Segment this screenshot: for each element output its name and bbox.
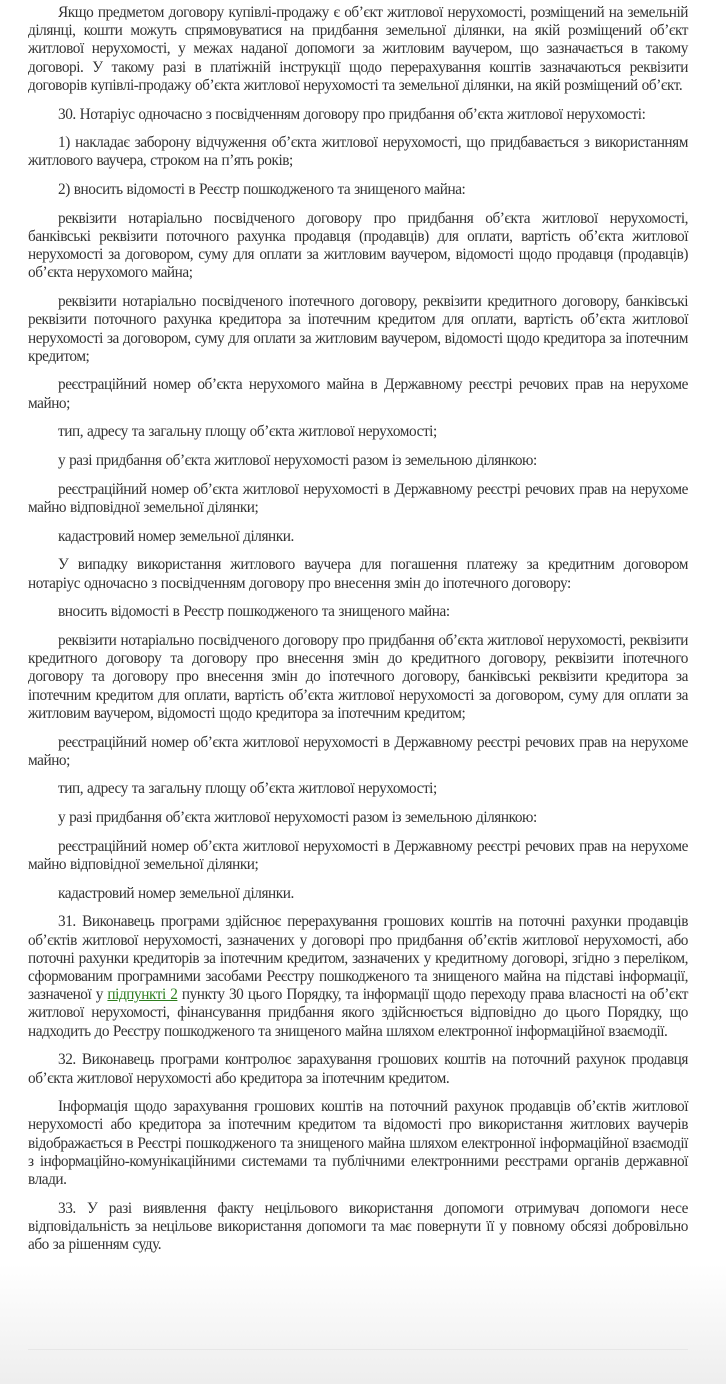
paragraph: реєстраційний номер об’єкта житлової нерухомості в Державному реєстрі речових прав на нерухоме майно відповідної земельної ділянки; — [28, 837, 688, 874]
paragraph-33: 33. У разі виявлення факту нецільового використання допомоги отримувач допомоги несе відповідальність за нецільове використання допомоги та має повернути її у повному обсязі добровільно або за рішенням суду. — [28, 1199, 688, 1254]
paragraph: реєстраційний номер об’єкта нерухомого майна в Державному реєстрі речових прав на нерухоме майно; — [28, 376, 688, 412]
document-body — [28, 4, 688, 1265]
paragraph: Якщо предметом договору купівлі-продажу є об’єкт житлової нерухомості, розміщений на земельній ділянці, кошти можуть спрямовуватися на придбання земельної ділянки, на якій розміщений об’єкт житлової нерухомості, у межах наданої допомоги за житловим ваучером, що зазначається в такому договорі. У такому разі в платіжній інструкції щодо перерахування коштів зазначаються реквізити договорів купівлі-продажу об’єкта житлової нерухомості та земельної ділянки, на якій розміщений об’єкт. — [28, 4, 688, 94]
paragraph: кадастровий номер земельної ділянки. — [58, 884, 294, 902]
paragraph-31-text: 31. Виконавець програми здійснює перерахування грошових коштів на поточні рахунки продавців об’єктів житлової нерухомості, зазначених у договорі про придбання об’єктів житлової нерухомості, або поточні рахунки кредиторів за іпотечним кредитом, зазначених у кредитному договорі, згідно з переліком, сформованим програмними засобами Реєстру пошкодженого та знищеного майна на підставі інформації, зазначеної у — [28, 913, 688, 1004]
subparagraph-2-link[interactable]: підпункті 2 — [107, 986, 178, 1004]
paragraph: реквізити нотаріально посвідченого договору про придбання об’єкта житлової нерухомості, банківські реквізити поточного рахунка продавця (продавців) для оплати, вартість об’єкта житлової нерухомості за договором, суму для оплати за житловим ваучером, відомості щодо продавця (продавців) об’єкта нерухомого майна; — [28, 209, 688, 282]
paragraph-31 — [28, 913, 688, 1040]
paragraph: 2) вносить відомості в Реєстр пошкодженого та знищеного майна: — [58, 181, 466, 199]
paragraph: кадастровий номер земельної ділянки. — [58, 527, 294, 545]
paragraph: 1) накладає заборону відчуження об’єкта житлової нерухомості, що придбавається з використанням житлового ваучера, строком на п’ять років; — [28, 134, 688, 170]
paragraph-32: 32. Виконавець програми контролює зарахування грошових коштів на поточний рахунок продавця об’єкта житлової нерухомості або кредитора за іпотечним кредитом. — [28, 1051, 688, 1087]
paragraph: у разі придбання об’єкта житлової нерухомості разом із земельною ділянкою: — [58, 452, 537, 470]
paragraph-30: 30. Нотаріус одночасно з посвідченням договору про придбання об’єкта житлової нерухомості: — [58, 105, 646, 123]
paragraph: У випадку використання житлового ваучера для погашення платежу за кредитним договором нотаріус одночасно з посвідченням договору про внесення змін до іпотечного договору: — [28, 556, 688, 592]
paragraph-31-text-end: пункту 30 цього Порядку, та інформації щодо переходу права власності на об’єкт житлової нерухомості, фінансування придбання якого здійснюється відповідно до цього Порядку, що надходить до Реєстру пошкодженого та знищеного майна шляхом електронної інформаційної взаємодії. — [28, 986, 688, 1040]
paragraph: тип, адресу та загальну площу об’єкта житлової нерухомості; — [58, 780, 437, 798]
paragraph: реквізити нотаріально посвідченого договору про придбання об’єкта житлової нерухомості, реквізити кредитного договору та договору про внесення змін до кредитного договору, реквізити іпотечного договору та договору про внесення змін до іпотечного договору, банківські реквізити кредитора за іпотечним кредитом для оплати, вартість об’єкта житлової нерухомості за договором, суму для оплати за житловим ваучером, відомості щодо кредитора за іпотечним кредитом; — [28, 631, 688, 722]
paragraph: реєстраційний номер об’єкта житлової нерухомості в Державному реєстрі речових прав на нерухоме майно; — [28, 733, 688, 769]
paragraph: реєстраційний номер об’єкта житлової нерухомості в Державному реєстрі речових прав на нерухоме майно відповідної земельної ділянки; — [28, 480, 688, 516]
paragraph: у разі придбання об’єкта житлової нерухомості разом із земельною ділянкою: — [58, 809, 537, 827]
paragraph: реквізити нотаріально посвідченого іпотечного договору, реквізити кредитного договору, банківські реквізити поточного рахунка кредитора за іпотечним кредитом для оплати, вартість об’єкта житлової нерухомості за договором, суму для оплати за житловим ваучером, відомості щодо кредитора за іпотечним кредитом; — [28, 293, 688, 365]
paragraph: Інформація щодо зарахування грошових коштів на поточний рахунок продавців об’єктів житлової нерухомості або кредитора за іпотечним кредитом та відомості про використання житлових ваучерів відображається в Реєстрі пошкодженого та знищеного майна шляхом електронної інформаційної взаємодії з інформаційно-комунікаційними системами та публічними електронними реєстрами органів державної влади. — [28, 1098, 688, 1189]
divider — [28, 1349, 688, 1350]
paragraph: вносить відомості в Реєстр пошкодженого та знищеного майна: — [58, 603, 450, 621]
paragraph: тип, адресу та загальну площу об’єкта житлової нерухомості; — [58, 423, 437, 441]
bottom-fade — [0, 1264, 726, 1384]
